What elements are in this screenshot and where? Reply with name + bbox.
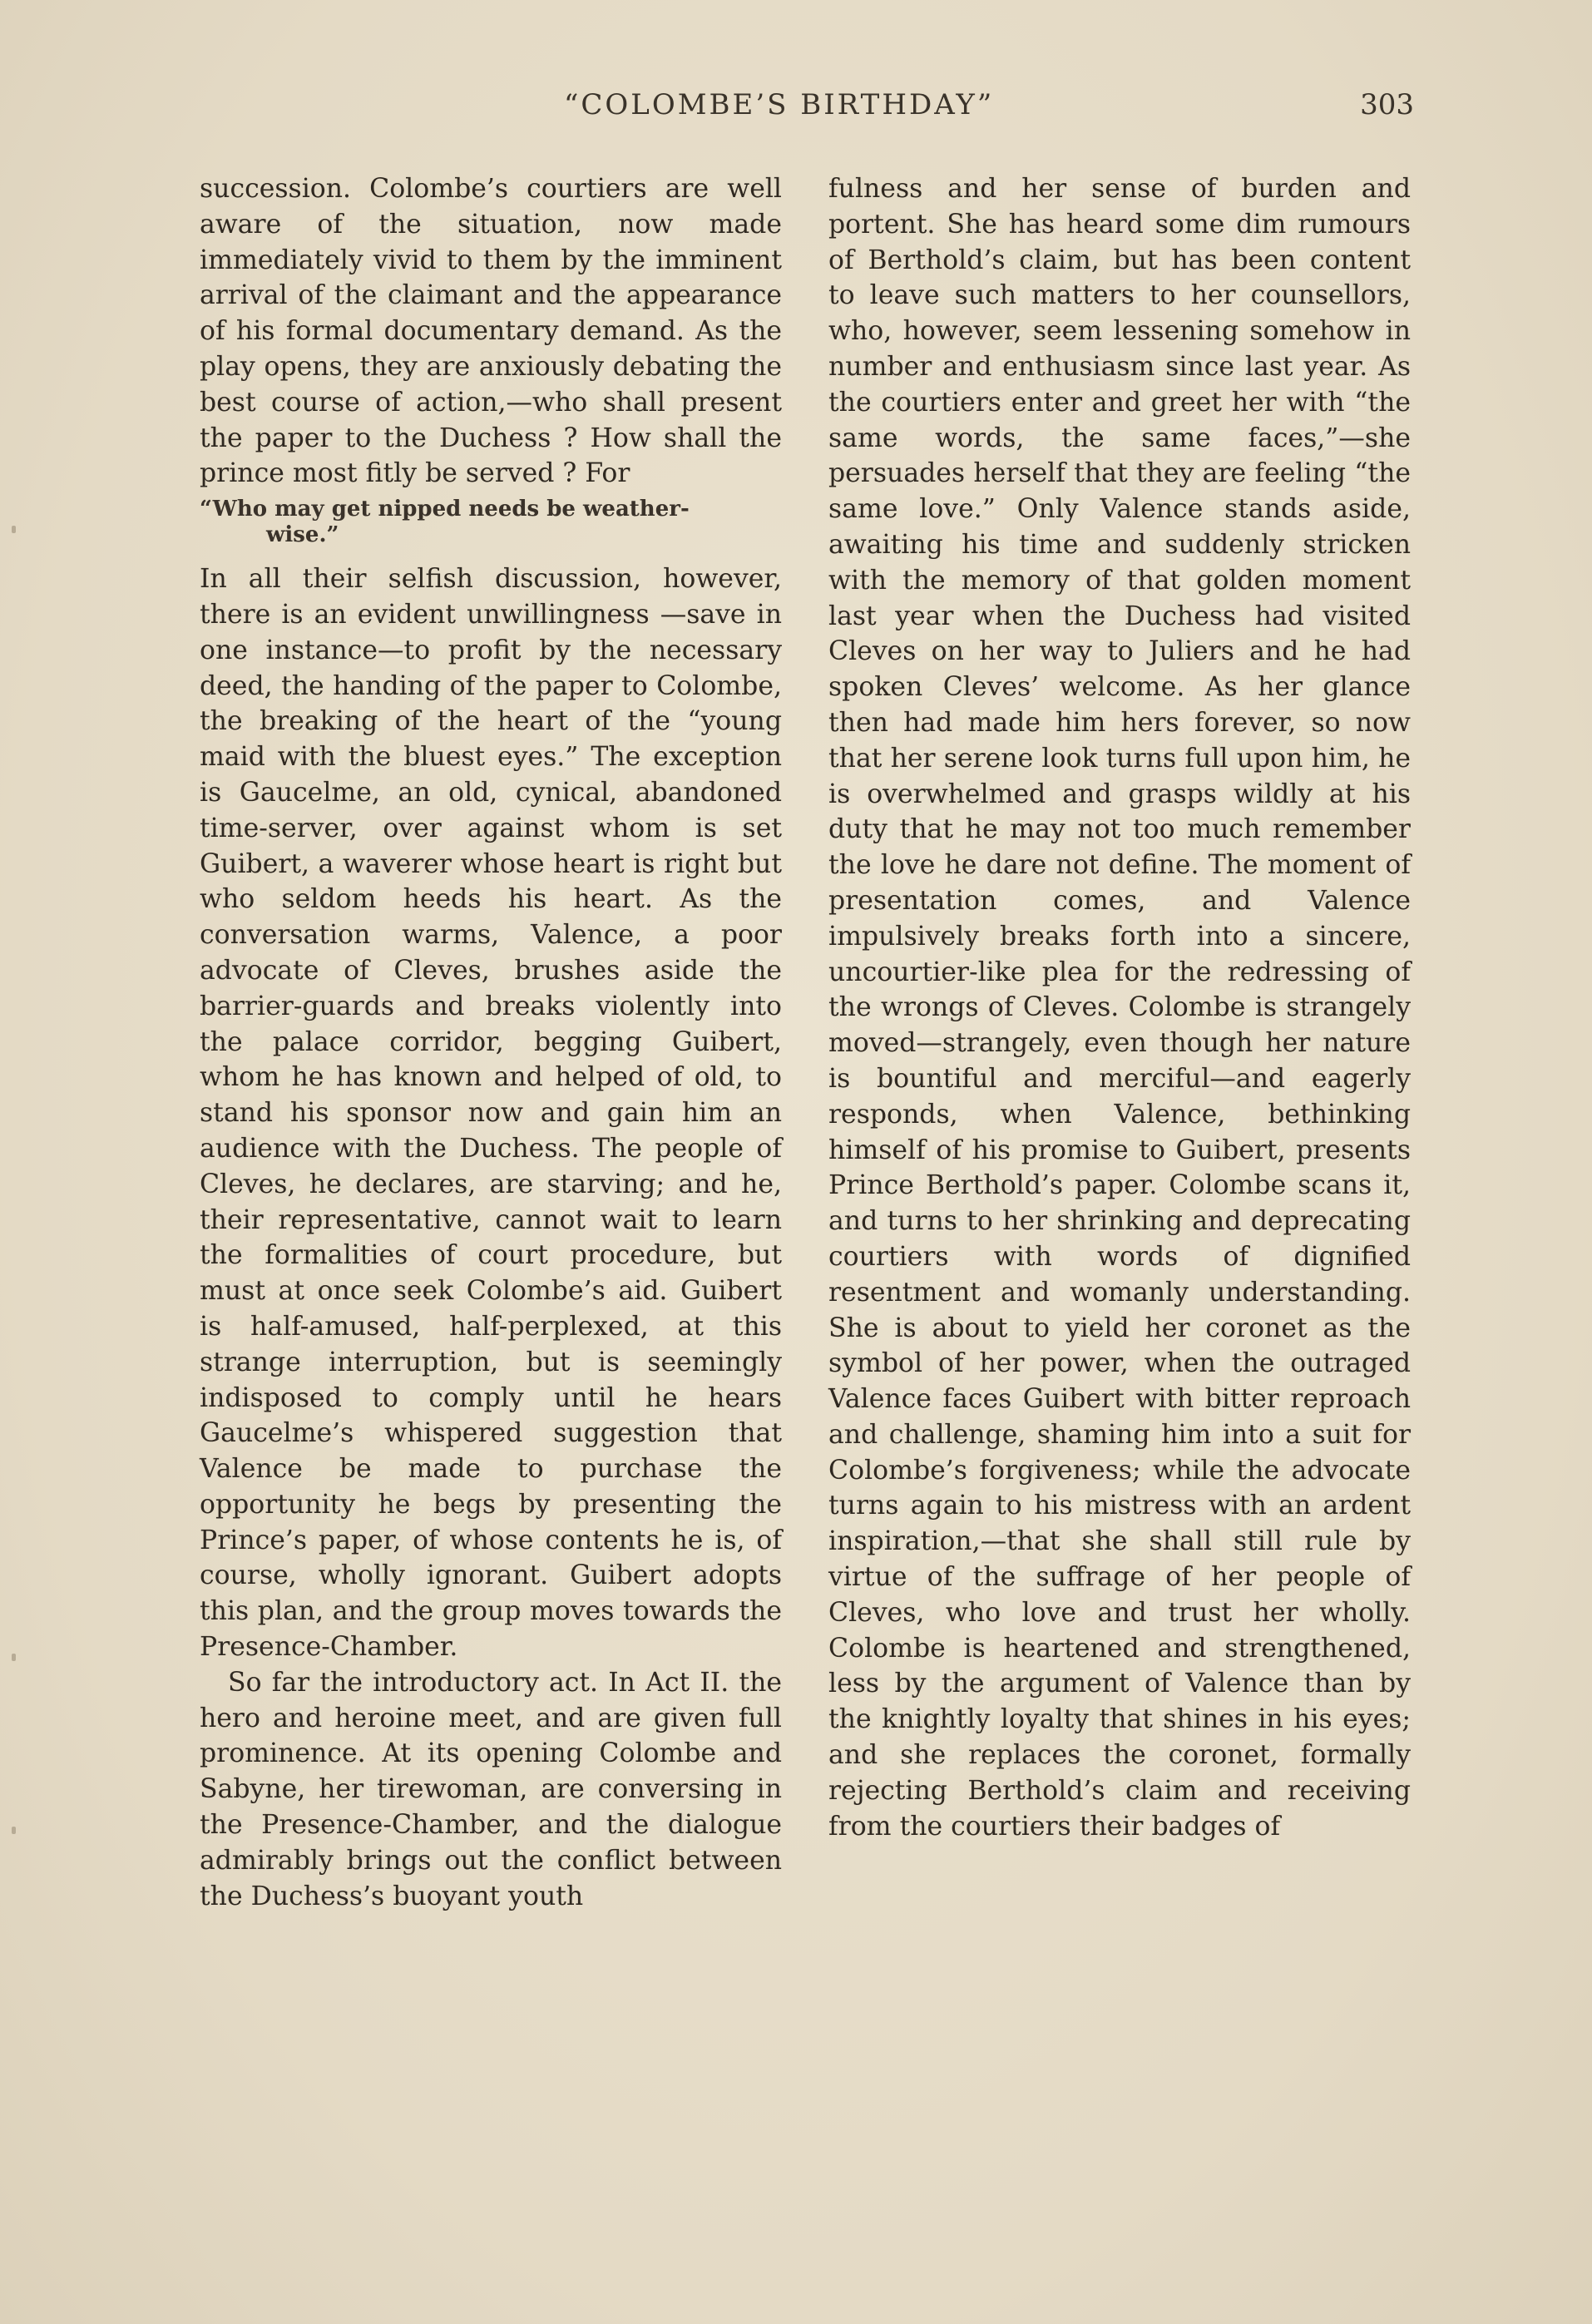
page-header xyxy=(198,88,1414,128)
quote-line: “Who may get nipped needs be weather- xyxy=(200,497,690,522)
paragraph: So far the introductory act. In Act II. the hero and heroine meet, and are given full prominence. At its opening Colombe and Sabyne, her tirewoman, are conversing in the Presence-Chamber, and the dialogue admirably brings out the conflict between the Duchess’s buoyant youth xyxy=(200,1667,782,1911)
margin-speck xyxy=(12,526,16,533)
paragraph: In all their selfish discussion, however, there is an evident unwillingness —save in one instance—to profit by the necessary deed, the handing of the paper to Colombe, the breaking of the heart of the “young maid with the bluest eyes.” The exception is Gaucelme, an old, cynical, abandoned time-server, over against whom is set Guibert, a waverer whose heart is right but who seldom heeds his heart. As the conversation warms, Valence, a poor advocate of Cleves, brushes aside the barrier-guards and breaks violently into the palace corridor, begging Guibert, whom he has known and helped of old, to stand his sponsor now and gain him an audience with the Duchess. The people of Cleves, he declares, are starving; and he, their representative, cannot wait to learn the formalities of court procedure, but must at once seek Colombe’s aid. Guibert is half-amused, half-perplexed, at this strange interruption, but is seemingly indisposed to comply until he hears Gaucelme’s whispered suggestion that Valence be made to purchase the opportunity he begs by presenting the Prince’s paper, of whose contents he is, of course, wholly ignorant. Guibert adopts this plan, and the group moves towards the Presence-Chamber. xyxy=(200,564,782,1663)
margin-speck xyxy=(12,1827,16,1834)
quote-line: wise.” xyxy=(266,522,339,548)
page-number: 303 xyxy=(1360,88,1414,121)
block-quote xyxy=(200,497,782,548)
margin-speck xyxy=(12,1654,16,1661)
right-column xyxy=(828,171,1411,1844)
running-title: “COLOMBE’S BIRTHDAY” xyxy=(564,88,995,121)
left-column xyxy=(200,171,782,1914)
paragraph: fulness and her sense of burden and portent. She has heard some dim rumours of Berthold’s claim, but has been content to leave such matters to her counsellors, who, however, seem lessening somehow in number and enthusiasm since last year. As the courtiers enter and greet her with “the same words, the same faces,”—she persuades herself that they are feeling “the same love.” Only Valence stands aside, awaiting his time and suddenly stricken with the memory of that golden moment last year when the Duchess had visited Cleves on her way to Juliers and he had spoken Cleves’ welcome. As her glance then had made him hers forever, so now that her serene look turns full upon him, he is overwhelmed and grasps wildly at his duty that he may not too much remember the love he dare not define. The moment of presentation comes, and Valence impulsively breaks forth into a sincere, uncourtier-like plea for the redressing of the wrongs of Cleves. Colombe is strangely moved—strangely, even though her nature is bountiful and merciful—and eagerly responds, when Valence, bethinking himself of his promise to Guibert, presents Prince Berthold’s paper. Colombe scans it, and turns to her shrinking and deprecating courtiers with words of dignified resentment and womanly understanding. She is about to yield her coronet as the symbol of her power, when the outraged Valence faces Guibert with bitter reproach and challenge, shaming him into a suit for Colombe’s forgiveness; while the advocate turns again to his mistress with an ardent inspiration,—that she shall still rule by virtue of the suffrage of her people of Cleves, who love and trust her wholly. Colombe is heartened and strengthened, less by the argument of Valence than by the knightly loyalty that shines in his eyes; and she replaces the coronet, formally rejecting Berthold’s claim and receiving from the courtiers their badges of xyxy=(828,174,1411,1842)
paragraph: succession. Colombe’s courtiers are well aware of the situation, now made immediately vivid to them by the imminent arrival of the claimant and the appearance of his formal documentary demand. As the play opens, they are anxiously debating the best course of action,—who shall present the paper to the Duchess ? How shall the prince most fitly be served ? For xyxy=(200,174,782,489)
